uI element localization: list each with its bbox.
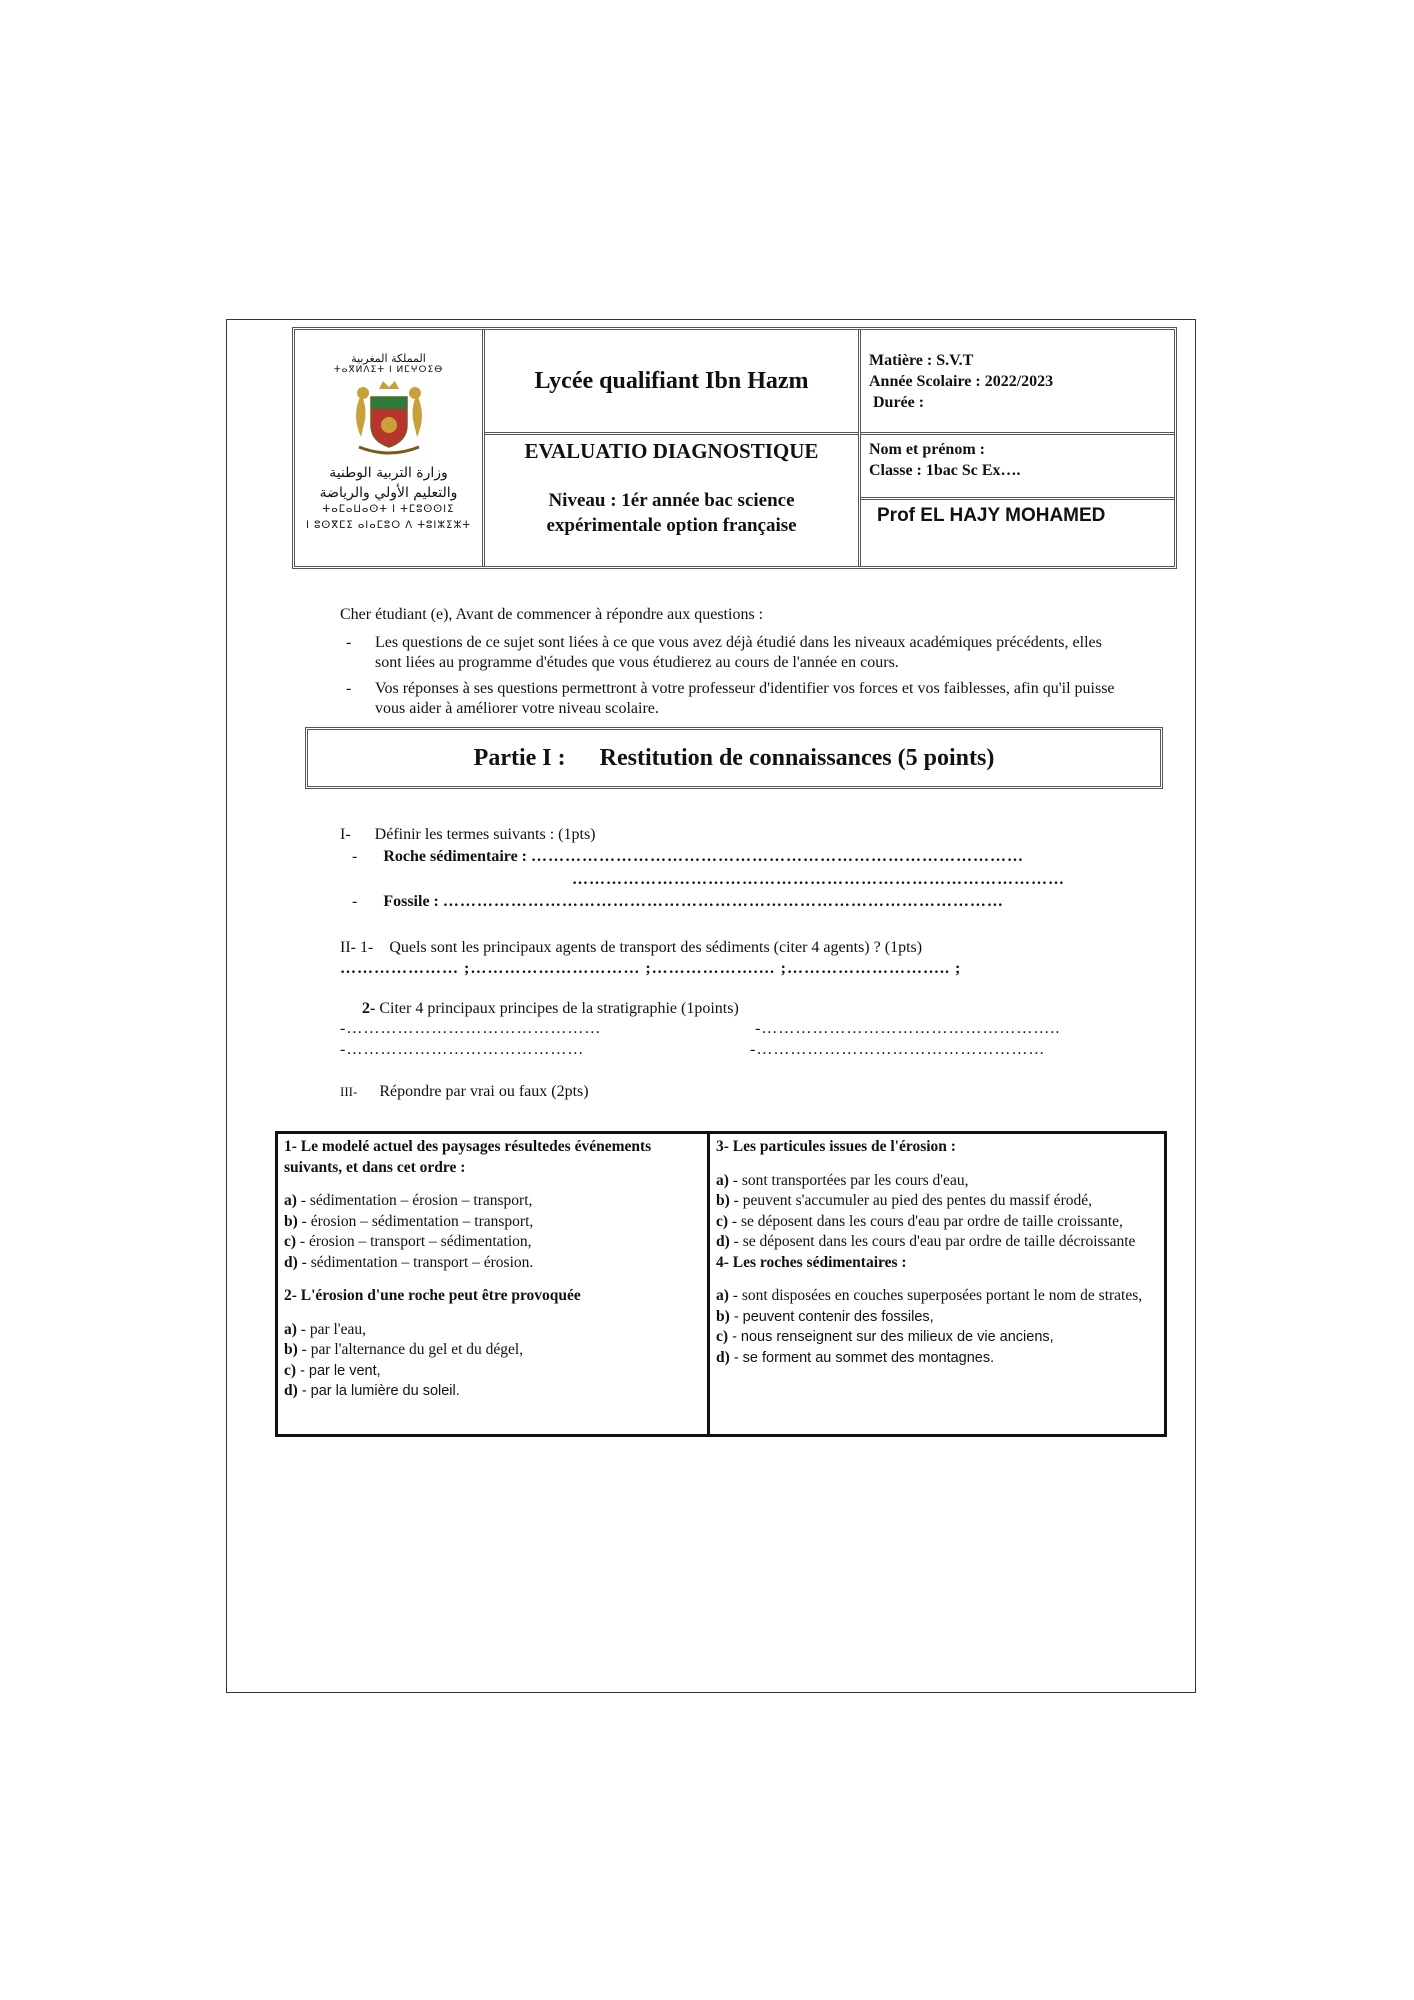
answer-principe-3[interactable] (340, 1041, 584, 1059)
vf-question-title: 4- Les roches sédimentaires : (716, 1253, 907, 1271)
question-number: 2- (362, 1000, 376, 1017)
level-line-1: Niveau : 1ér année bac science (548, 490, 795, 511)
ministry-tifinagh-1: ⵜⴰⵎⴰⵡⴰⵙⵜ ⵏ ⵜⵎⵓⵙⵙⵏⵉ (322, 504, 455, 515)
table-column-right (710, 1134, 1164, 1434)
coat-of-arms-icon (347, 375, 431, 457)
eval-title: EVALUATIO DIAGNOSTIQUE (524, 439, 819, 463)
vf-option[interactable]: b) - peuvent contenir des fossiles, (716, 1307, 934, 1325)
question-3 (340, 1083, 589, 1101)
ministry-arabic-2: والتعليم الأولي والرياضة (319, 485, 458, 501)
partie-title: Restitution de connaissances (5 points) (599, 744, 995, 771)
answer-line[interactable]: …………………………………………………………………………… (572, 871, 1065, 888)
vf-option[interactable]: b) - peuvent s'accumuler au pied des pentes du massif érodé, (716, 1192, 1092, 1209)
level-info (485, 488, 858, 538)
vf-option[interactable]: a) - par l'eau, (284, 1320, 366, 1338)
bullet-dash: - (346, 634, 352, 651)
school-name: Lycée qualifiant Ibn Hazm (485, 330, 858, 435)
intro-bullet (340, 633, 1130, 673)
vf-option[interactable]: c) - érosion – transport – sédimentation, (284, 1233, 532, 1250)
question-text: Répondre par vrai ou faux (2pts) (379, 1083, 589, 1100)
definition-roche[interactable]: - Roche sédimentaire : …………………………………………………………………………… (352, 848, 1024, 865)
answer-principe-4[interactable] (750, 1041, 1045, 1059)
annee-scolaire: Année Scolaire : 2022/2023 (869, 373, 1054, 390)
intro-text (340, 605, 1130, 725)
answer-line[interactable]: -…………………………………………….. (755, 1020, 1061, 1037)
answer-line[interactable]: -……………………………………… (340, 1020, 602, 1037)
vf-option[interactable]: d) - se forment au sommet des montagnes. (716, 1348, 995, 1366)
term-label: Fossile : (383, 893, 439, 910)
answer-principe-2[interactable] (755, 1020, 1060, 1038)
greeting: Cher étudiant (e), Avant de commencer à répondre aux questions : (340, 606, 764, 623)
question-2-1 (340, 939, 922, 957)
ministry-logo-cell (295, 330, 485, 566)
question-2-2 (362, 1000, 739, 1018)
question-1 (340, 826, 596, 844)
prof-name: Prof EL HAJY MOHAMED (877, 505, 1106, 526)
intro-bullet (340, 679, 1130, 719)
vf-option[interactable]: d) - se déposent dans les cours d'eau par ordre de taille décroissante (716, 1233, 1136, 1250)
level-line-2: expérimentale option française (546, 515, 797, 536)
question-number: III- (340, 1084, 358, 1099)
vf-option[interactable]: a) - sont disposées en couches superposées portant le nom de strates, (716, 1287, 1143, 1304)
vf-question-title: 3- Les particules issues de l'érosion : (716, 1138, 956, 1155)
matiere: Matière : S.V.T (869, 352, 974, 369)
student-info (861, 435, 1174, 500)
exam-header (292, 327, 1177, 569)
duree: Durée : (869, 394, 925, 411)
answer-principe-1[interactable] (340, 1020, 601, 1038)
answer-line[interactable]: -…………………………………… (340, 1041, 585, 1058)
answer-line[interactable]: ………………… ;………………………… ;……………….… ;……………………….. ; (340, 960, 962, 977)
subject-info (861, 330, 1174, 435)
header-middle (485, 330, 861, 566)
nom-prenom: Nom et prénom : (869, 441, 985, 458)
true-false-table (275, 1131, 1167, 1437)
bullet-dash: - (346, 680, 352, 697)
vf-option[interactable]: d) - sédimentation – transport – érosion. (284, 1253, 534, 1271)
answer-line[interactable]: ……………………………………………………………………………………… (442, 893, 1004, 910)
vf-question-title: 1- Le modelé actuel des paysages résultedes événements suivants, et dans cet ordre : (284, 1138, 652, 1176)
question-text: Citer 4 principaux principes de la stratigraphie (1points) (379, 1000, 739, 1017)
definition-roche-cont[interactable] (572, 871, 1065, 889)
question-number: II- 1- (340, 939, 374, 956)
vf-option[interactable]: a) - sont transportées par les cours d'eau, (716, 1171, 969, 1189)
answer-line[interactable]: -…………………………………………… (750, 1041, 1046, 1058)
vf-option[interactable]: a) - sédimentation – érosion – transport, (284, 1192, 533, 1209)
bullet-text: Vos réponses à ses questions permettront à votre professeur d'identifier vos forces et vos faiblesses, afin qu'il puisse vous aider à améliorer votre niveau scolaire. (375, 680, 1115, 717)
vf-option[interactable]: b) - par l'alternance du gel et du dégel, (284, 1341, 524, 1358)
partie-label: Partie I : (473, 744, 566, 771)
answer-line[interactable]: …………………………………………………………………………… (531, 848, 1024, 865)
table-column-left (278, 1134, 710, 1434)
vf-option[interactable]: c) - nous renseignent sur des milieux de vie anciens, (716, 1328, 1054, 1345)
kingdom-tifinagh: ⵜⴰⴳⵍⴷⵉⵜ ⵏ ⵍⵎⵖⵔⵉⴱ (333, 365, 444, 375)
kingdom-arabic: المملكة المغربية (351, 352, 426, 365)
question-number: I- (340, 826, 351, 843)
question-text: Quels sont les principaux agents de transport des sédiments (citer 4 agents) ? (1pts) (389, 939, 923, 956)
vf-option[interactable]: d) - par la lumière du soleil. (284, 1382, 460, 1399)
vf-question-title: 2- L'érosion d'une roche peut être provoquée (284, 1287, 581, 1304)
term-label: Roche sédimentaire : (383, 848, 527, 865)
question-text: Définir les termes suivants : (1pts) (374, 826, 596, 843)
header-right (861, 330, 1174, 566)
ministry-tifinagh-2: ⵏ ⵓⵙⴳⵎⵉ ⴰⵏⴰⵎⵓⵔ ⴷ ⵜⵓⵏⵣⵉⵣⵜ (305, 520, 472, 531)
vf-option[interactable]: b) - érosion – sédimentation – transport, (284, 1212, 534, 1230)
partie-heading (305, 727, 1163, 789)
ministry-arabic-1: وزارة التربية الوطنية (329, 465, 448, 481)
vf-option[interactable]: c) - se déposent dans les cours d'eau par ordre de taille croissante, (716, 1212, 1123, 1230)
definition-fossile[interactable]: - Fossile : ……………………………………………………………………………………… (352, 893, 1004, 910)
bullet-text: Les questions de ce sujet sont liées à ce que vous avez déjà étudié dans les niveaux académiques précédents, elles sont liées au programme d'études que vous étudierez au cours de l'année en cours. (375, 634, 1102, 671)
classe: Classe : 1bac Sc Ex…. (869, 462, 1021, 479)
answer-agents[interactable] (340, 960, 961, 978)
vf-option[interactable]: c) - par le vent, (284, 1361, 381, 1379)
